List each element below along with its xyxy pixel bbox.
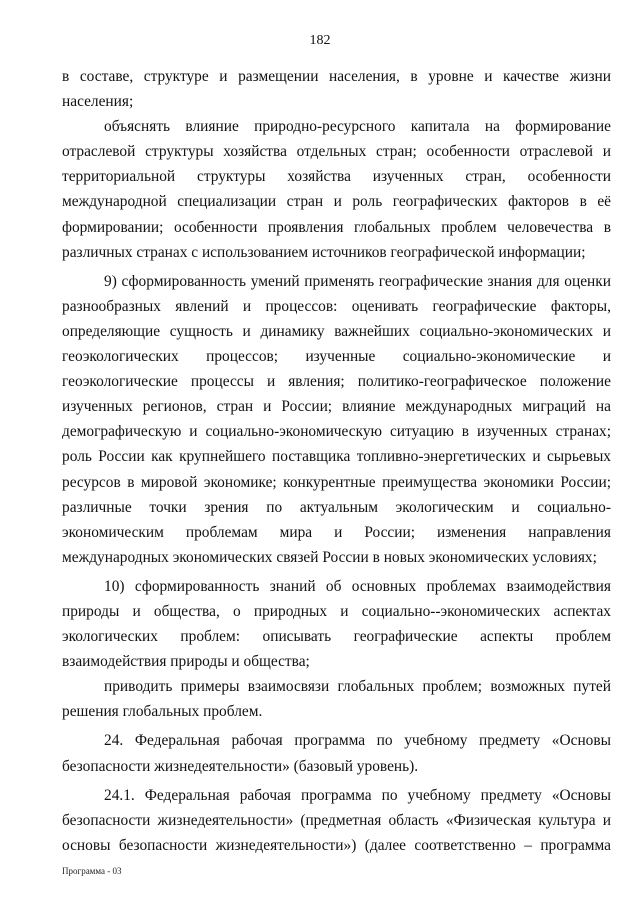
page-footer: Программа - 03 [62, 866, 122, 876]
paragraph-1: объяснять влияние природно-ресурсного капитала на формирование отраслевой структуры хозяйства отдельных стран; особенности отраслевой и территориальной структуры хозяйства изученных стран, особенности международной специализации стран и роль географических факторов в её формировании; особенности проявления глобальных проблем человечества в различных странах с использованием источников географической информации; [62, 118, 611, 261]
paragraph-6: 24.1. Федеральная рабочая программа по учебному предмету «Основы безопасности жизнедеятельности» (предметная область «Физическая культура и основы безопасности жизнедеятельности») (далее соответственно – программа [62, 786, 611, 854]
paragraph-4: приводить примеры взаимосвязи глобальных проблем; возможных путей решения глобальных проблем. [62, 678, 611, 721]
paragraph-3: 10) сформированность знаний об основных проблемах взаимодействия природы и общества, о природных и социально--экономических аспектах экологических проблем: описывать географические аспекты проблем взаимодействия природы и общества; [62, 577, 611, 671]
page-number: 182 [309, 33, 331, 48]
body-text [62, 64, 611, 858]
paragraph-5: 24. Федеральная рабочая программа по учебному предмету «Основы безопасности жизнедеятельности» (базовый уровень). [62, 732, 611, 775]
paragraph-2: 9) сформированность умений применять географические знания для оценки разнообразных явлений и процессов: оценивать географические факторы, определяющие сущность и динамику важнейших социально-экономических и геоэкологических процессов; изученные социально-экономические и геоэкологические процессы и явления; политико-географическое положение изученных регионов, стран и России; влияние международных миграций на демографическую и социально-экономическую ситуацию в изученных странах; роль России как крупнейшего поставщика топливно-энергетических и сырьевых ресурсов в мировой экономике; конкурентные преимущества экономики России; различные точки зрения по актуальным экологическим и социально-экономическим проблемам мира и России; изменения направления международных экономических связей России в новых экономических условиях; [62, 272, 611, 566]
paragraph-0: в составе, структуре и размещении населения, в уровне и качестве жизни населения; [62, 68, 611, 111]
